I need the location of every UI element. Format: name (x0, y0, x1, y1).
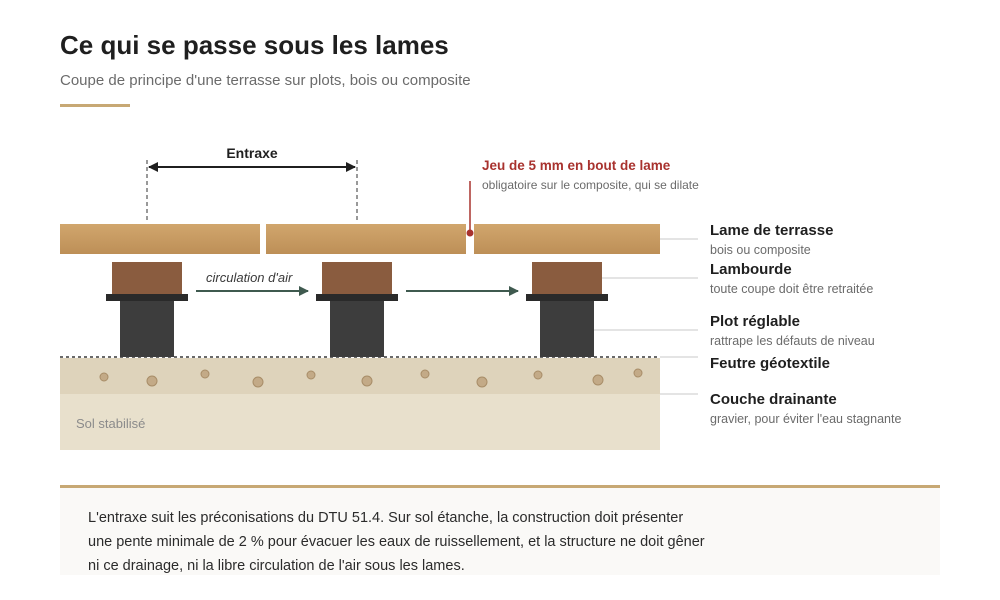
note-line-1: L'entraxe suit les préconisations du DTU 51.4. Sur sol étanche, la construction doit présenter (88, 510, 684, 526)
pedestal-1 (106, 294, 188, 357)
ground-label: Sol stabilisé (76, 416, 146, 431)
entraxe-label: Entraxe (226, 145, 278, 161)
layer-label-deck-board: Lame de terrasse (710, 222, 834, 239)
layer-label-geotextile: Feutre géotextile (710, 355, 831, 372)
note-line-3: ni ce drainage, ni la libre circulation de l'air sous les lames. (88, 558, 465, 574)
joint-note-detail: obligatoire sur le composite, qui se dilate (482, 178, 699, 192)
explanatory-note (60, 485, 940, 575)
joist-1 (112, 262, 182, 294)
stabilized-soil (60, 394, 660, 450)
pedestal-3 (526, 294, 608, 357)
layer-detail-deck-board: bois ou composite (710, 243, 811, 257)
pedestal-2 (316, 294, 398, 357)
layer-label-pedestal: Plot réglable (710, 313, 801, 330)
page-subtitle: Coupe de principe d'une terrasse sur plots, bois ou composite (60, 72, 471, 89)
layer-detail-pedestal: rattrape les défauts de niveau (710, 334, 875, 348)
note-line-2: une pente minimale de 2 % pour évacuer les eaux de ruissellement, et la structure ne doit gêner (88, 534, 705, 550)
deck-board-2 (266, 224, 466, 254)
joint-note-title: Jeu de 5 mm en bout de lame (482, 158, 671, 173)
deck-board-3 (474, 224, 660, 254)
joist-2 (322, 262, 392, 294)
layer-detail-joist: toute coupe doit être retraitée (710, 282, 874, 296)
layer-label-joist: Lambourde (710, 261, 792, 278)
layer-detail-drainage: gravier, pour éviter l'eau stagnante (710, 412, 902, 426)
deck-board-1 (60, 224, 260, 254)
joist-3 (532, 262, 602, 294)
layer-label-drainage: Couche drainante (710, 391, 837, 408)
airflow-label: circulation d'air (206, 270, 293, 285)
joint-marker (467, 230, 474, 237)
page-title: Ce qui se passe sous les lames (60, 30, 449, 60)
